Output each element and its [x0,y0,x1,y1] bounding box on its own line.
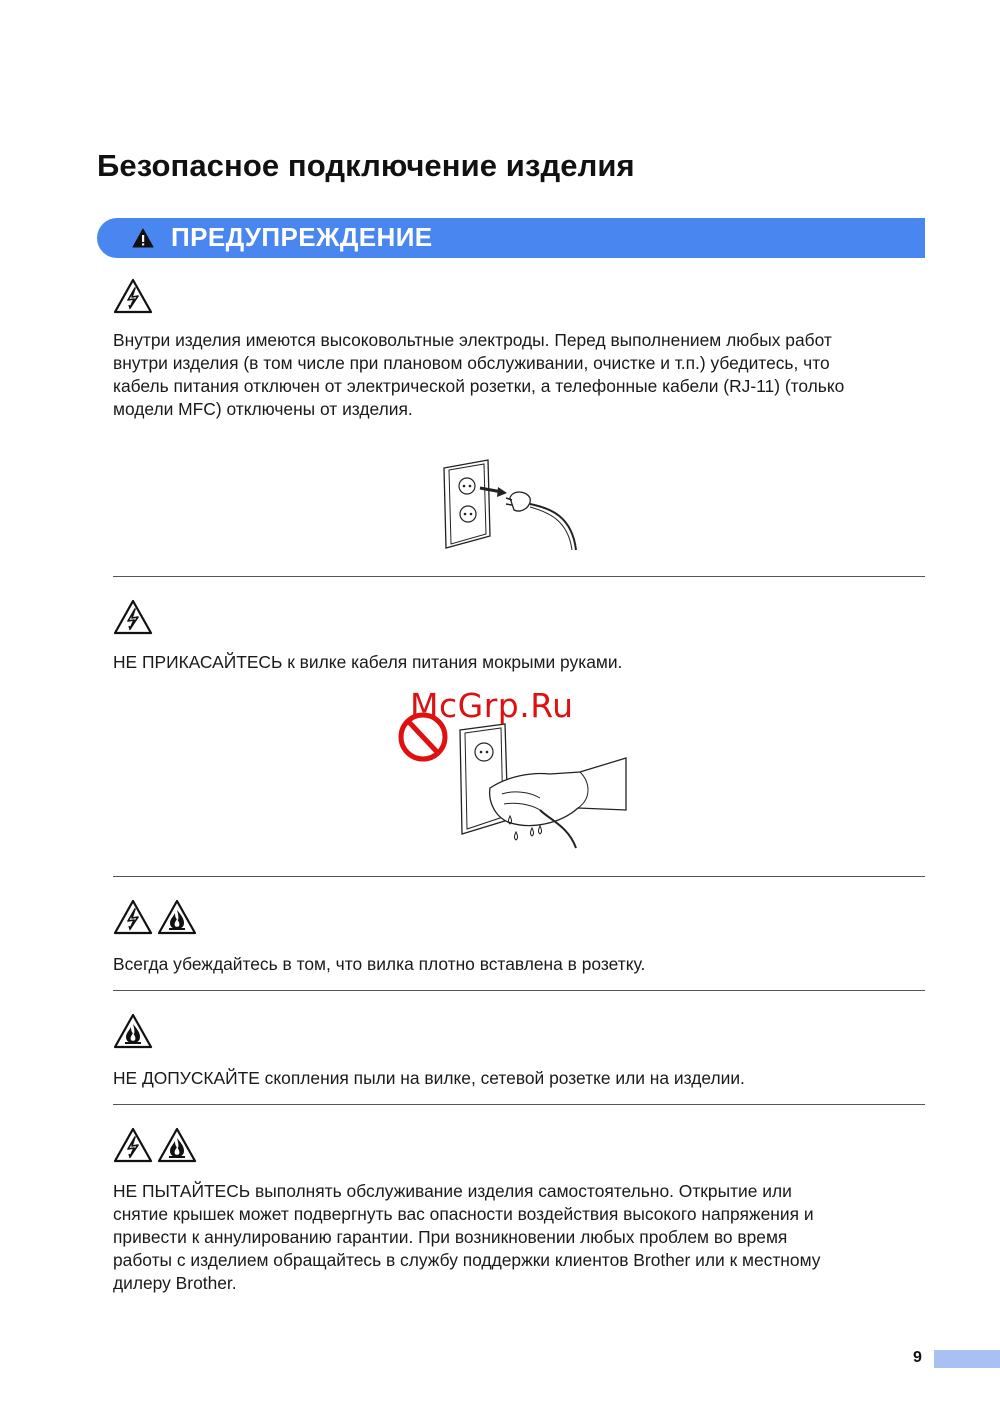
text-line: НЕ ПЫТАЙТЕСЬ выполнять обслуживание изделия самостоятельно. Открытие или [113,1181,792,1201]
section-1-text [113,329,928,421]
divider [113,576,925,577]
page-tab [934,1350,1000,1368]
section-2-icons [113,598,153,638]
electric-hazard-icon [113,277,153,315]
page-number: 9 [913,1349,922,1366]
warning-triangle-icon [132,228,154,248]
divider [113,876,925,877]
section-4-icons [113,1012,153,1052]
section-3-icons [113,898,197,938]
section-2-text [113,651,928,674]
text-line: Внутри изделия имеются высоковольтные электроды. Перед выполнением любых работ [113,330,832,350]
electric-hazard-icon [113,898,153,936]
text-line: привести к аннулированию гарантии. При возникновении любых проблем во время [113,1227,788,1247]
text-line: работы с изделием обращайтесь в службу поддержки клиентов Brother или к местному [113,1250,821,1270]
text-line: НЕ ДОПУСКАЙТЕ скопления пыли на вилке, сетевой розетке или на изделии. [113,1068,745,1088]
fire-hazard-icon [157,1126,197,1164]
watermark: McGrp.Ru [410,686,574,725]
text-line: дилеру Brother. [113,1273,237,1293]
warning-banner [97,218,925,258]
text-line: внутри изделия (в том числе при плановом обслуживании, очистке и т.п.) убедитесь, что [113,353,830,373]
text-line: снятие крышек может подвергнуть вас опасности воздействия высокого напряжения и [113,1204,814,1224]
text-line: Всегда убеждайтесь в том, что вилка плотно вставлена в розетку. [113,954,646,974]
electric-hazard-icon [113,1126,153,1164]
warning-banner-label: ПРЕДУПРЕЖДЕНИЕ [171,222,433,252]
unplug-illustration [440,458,590,553]
section-1-icons [113,277,153,317]
text-line: НЕ ПРИКАСАЙТЕСЬ к вилке кабеля питания мокрыми руками. [113,652,623,672]
fire-hazard-icon [113,1012,153,1050]
section-3-text [113,953,928,976]
text-line: кабель питания отключен от электрической розетки, а телефонные кабели (RJ-11) (только [113,376,845,396]
section-5-icons [113,1126,197,1166]
fire-hazard-icon [157,898,197,936]
divider [113,990,925,991]
section-4-text [113,1067,928,1090]
electric-hazard-icon [113,598,153,636]
text-line: модели MFC) отключены от изделия. [113,399,413,419]
section-5-text [113,1180,928,1295]
page-title: Безопасное подключение изделия [97,148,635,183]
divider [113,1104,925,1105]
